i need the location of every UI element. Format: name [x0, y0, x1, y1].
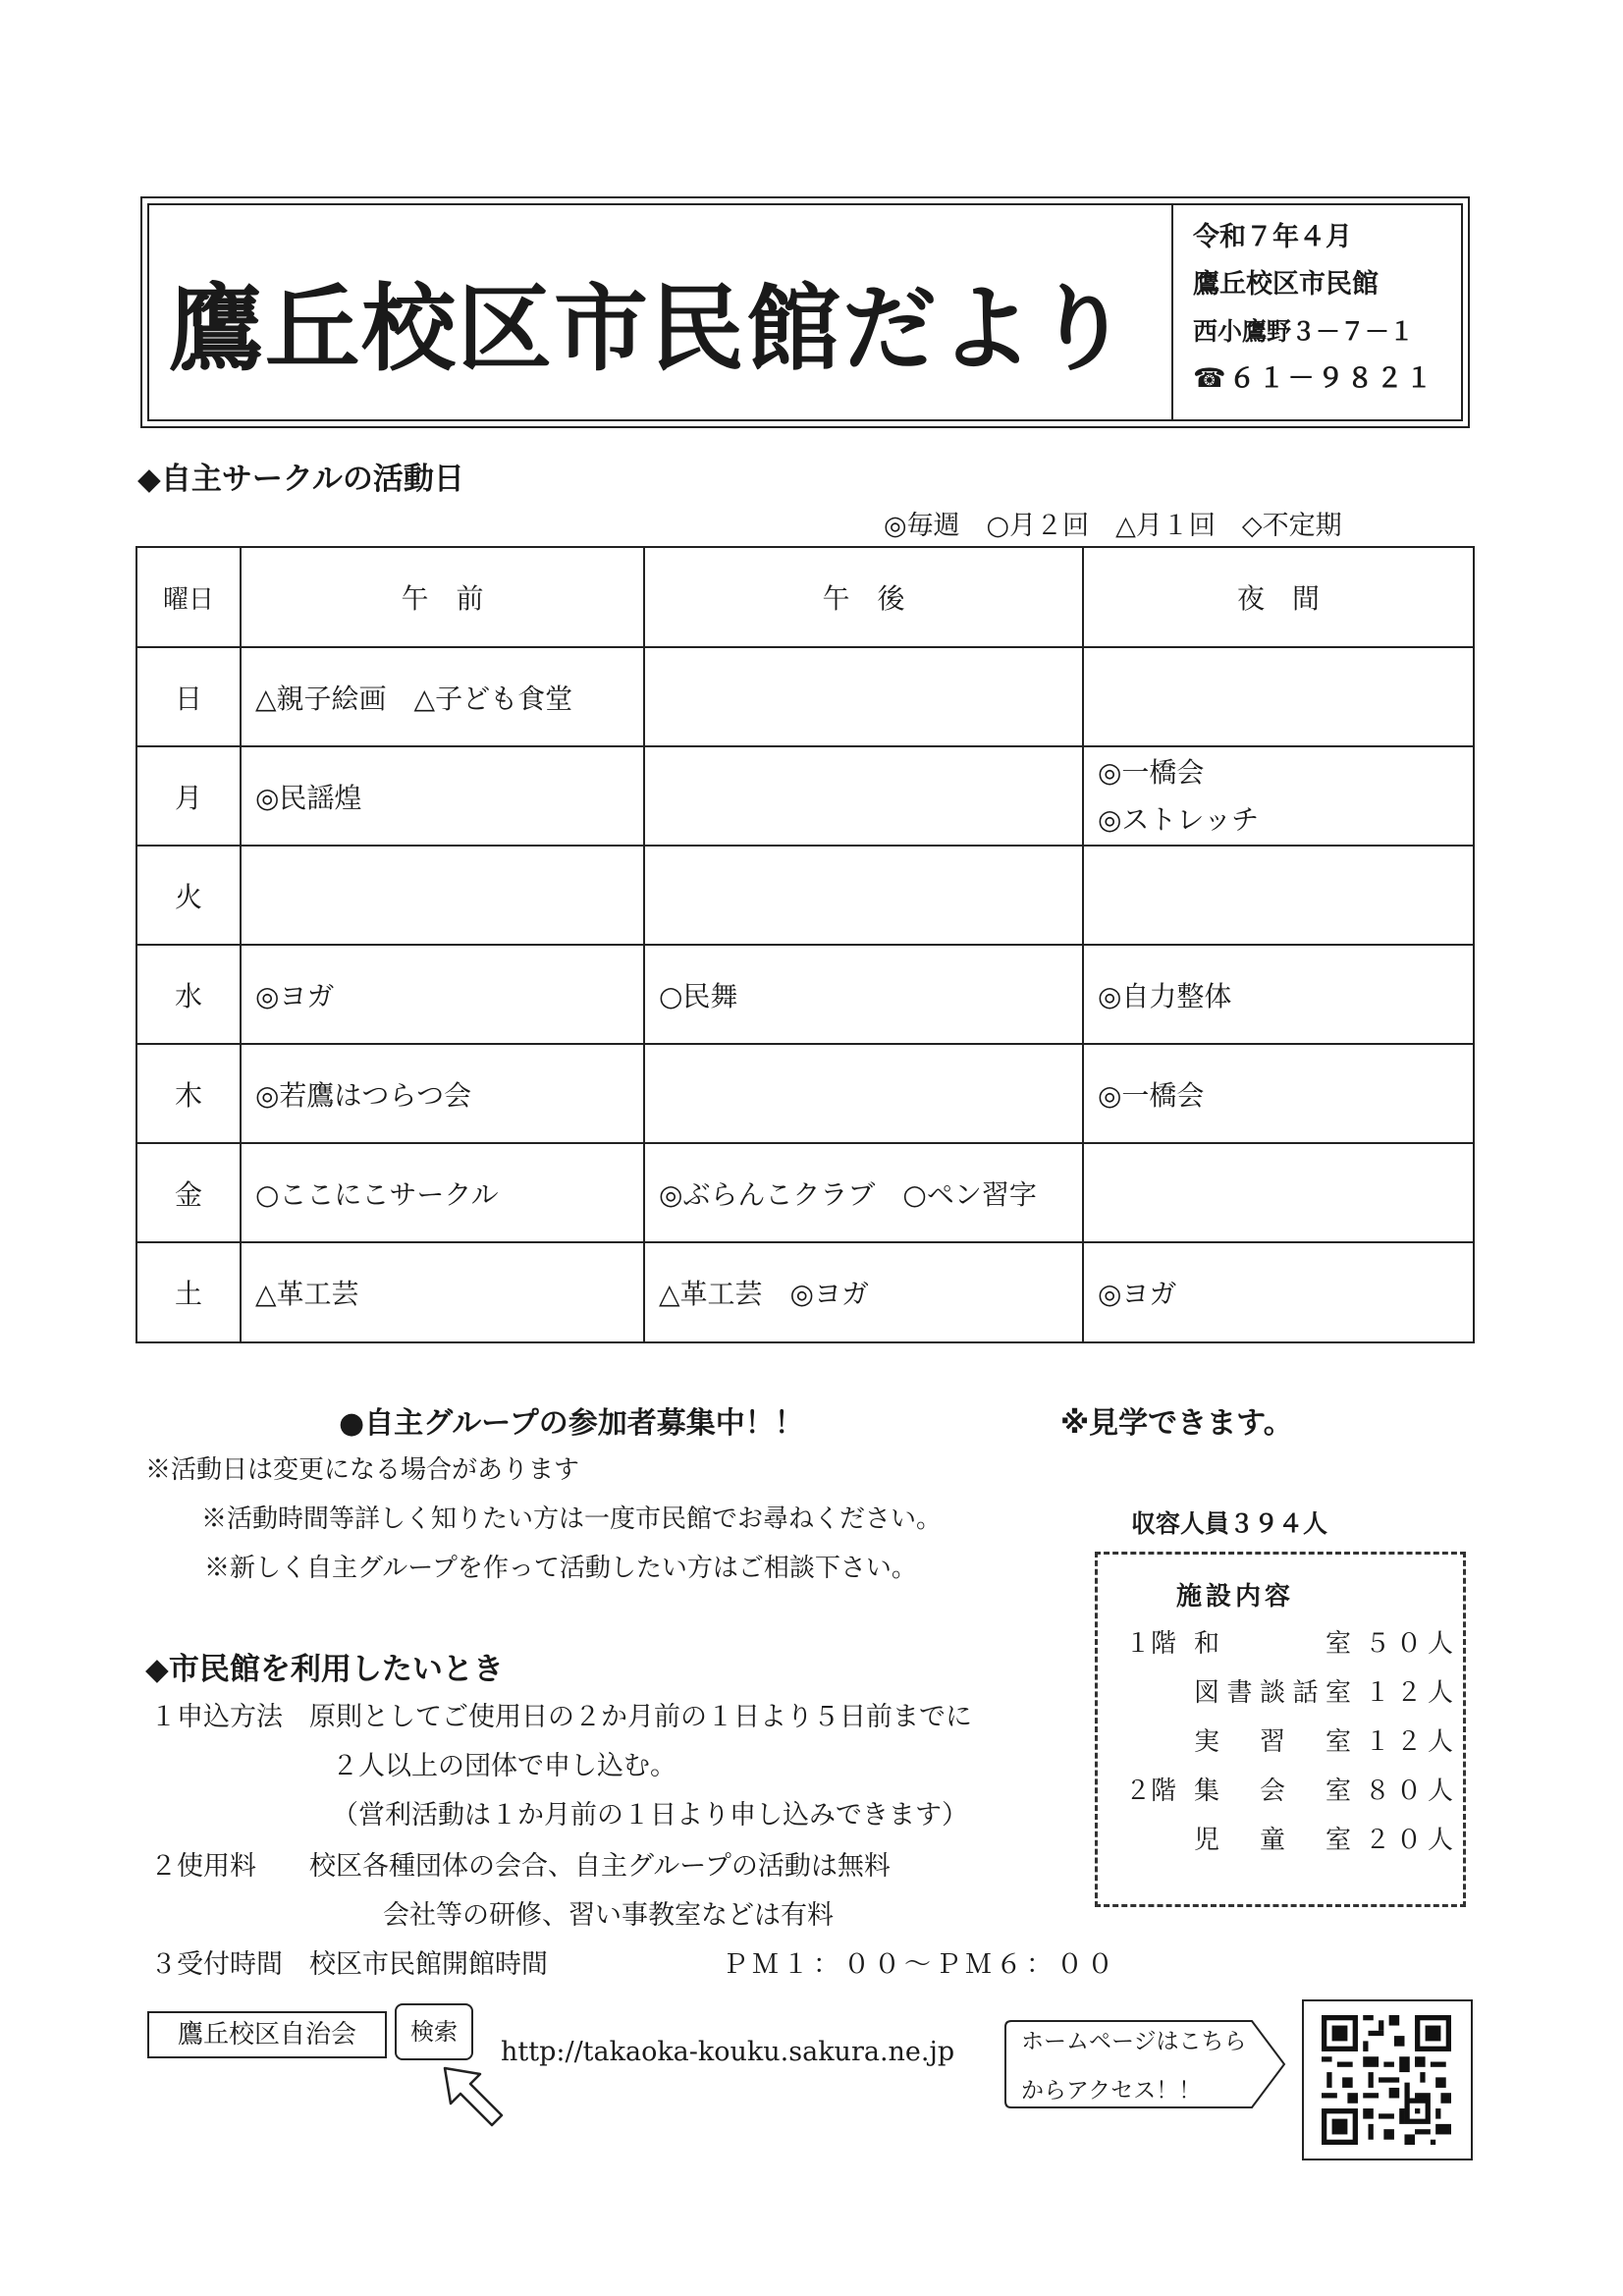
schedule-table — [135, 546, 1475, 1343]
header-info — [1193, 214, 1435, 403]
pm-cell — [644, 746, 1083, 846]
facility-capacity: ５０人 — [1364, 1629, 1459, 1659]
usage-line-4: ２使用料 校区各種団体の会合、自主グループの活動は無料 — [150, 1851, 891, 1882]
day-cell: 土 — [136, 1242, 241, 1342]
org-search-box: 鷹丘校区自治会 — [147, 2011, 387, 2058]
recruit-note-3: ※新しく自主グループを作って活動したい方はご相談下さい。 — [204, 1554, 917, 1583]
facility-room: 図書談話室 — [1194, 1678, 1351, 1708]
night-cell: ◎自力整体 — [1083, 945, 1474, 1044]
visit-note: ※見学できます。 — [1060, 1406, 1293, 1441]
facility-room: 和室 — [1194, 1629, 1351, 1659]
facility-title: 施設内容 — [1176, 1582, 1295, 1612]
title-box — [149, 205, 1173, 419]
facility-room: 実習室 — [1194, 1727, 1351, 1757]
qr-code-icon — [1322, 2015, 1451, 2145]
opening-hours: ＰＭ１：００～ＰＭ６：００ — [722, 1949, 1117, 1980]
pm-cell — [644, 846, 1083, 945]
am-cell: ◎若鷹はつらつ会 — [241, 1044, 644, 1143]
facility-floor: ２階 — [1125, 1777, 1177, 1806]
circles-section-title: ◆自主サークルの活動日 — [137, 462, 464, 497]
table-row — [136, 1143, 1474, 1242]
night-cell — [1083, 647, 1474, 746]
pm-cell: △革工芸 ◎ヨガ — [644, 1242, 1083, 1342]
recruit-note-2: ※活動時間等詳しく知りたい方は一度市民館でお尋ねください。 — [201, 1504, 943, 1534]
am-cell: △革工芸 — [241, 1242, 644, 1342]
day-cell: 金 — [136, 1143, 241, 1242]
am-cell: ◎民謡煌 — [241, 746, 644, 846]
night-cell: ◎一橋会 ◎ストレッチ — [1083, 746, 1474, 846]
address: 西小鷹野３－７－１ — [1193, 317, 1415, 346]
table-row — [136, 1044, 1474, 1143]
issue-date: 令和７年４月 — [1193, 222, 1352, 252]
header-am: 午 前 — [241, 547, 644, 647]
night-cell — [1083, 1143, 1474, 1242]
org-name: 鷹丘校区市民館 — [1193, 269, 1379, 300]
table-row — [136, 746, 1474, 846]
homepage-note-line-2: からアクセス！！ — [1021, 2078, 1202, 2104]
facility-capacity: １２人 — [1364, 1678, 1459, 1708]
day-cell: 月 — [136, 746, 241, 846]
am-cell: ◎ヨガ — [241, 945, 644, 1044]
pm-cell — [644, 1044, 1083, 1143]
usage-line-3: （営利活動は１か月前の１日より申し込みできます） — [332, 1800, 968, 1831]
header-pm: 午 後 — [644, 547, 1083, 647]
page-title: 鷹丘校区市民館だより — [169, 274, 1131, 384]
day-cell: 水 — [136, 945, 241, 1044]
pm-cell — [644, 647, 1083, 746]
facility-floor: １階 — [1125, 1629, 1177, 1659]
night-cell: ◎ヨガ — [1083, 1242, 1474, 1342]
usage-line-6: ３受付時間 校区市民館開館時間 — [150, 1949, 548, 1980]
usage-line-1: １申込方法 原則としてご使用日の２か月前の１日より５日前までに — [150, 1702, 972, 1732]
am-cell — [241, 846, 644, 945]
table-row — [136, 846, 1474, 945]
facility-room: 集会室 — [1194, 1777, 1351, 1806]
homepage-note-line-1: ホームページはこちら — [1021, 2029, 1247, 2054]
phone: ☎６１－９８２１ — [1193, 363, 1435, 394]
night-cell: ◎一橋会 — [1083, 1044, 1474, 1143]
homepage-url: http://takaoka-kouku.sakura.ne.jp — [501, 2037, 955, 2067]
recruit-title: ●自主グループの参加者募集中！！ — [339, 1406, 804, 1441]
facility-capacity: １２人 — [1364, 1727, 1459, 1757]
facility-capacity: ８０人 — [1364, 1777, 1459, 1806]
day-cell: 火 — [136, 846, 241, 945]
pointer-arrow-icon — [437, 2062, 515, 2131]
am-cell: △親子絵画 △子ども食堂 — [241, 647, 644, 746]
day-cell: 木 — [136, 1044, 241, 1143]
header-day: 曜日 — [136, 547, 241, 647]
am-cell: ○ここにこサークル — [241, 1143, 644, 1242]
search-button: 検索 — [395, 2003, 473, 2060]
usage-line-2: ２人以上の団体で申し込む。 — [332, 1751, 676, 1781]
day-cell: 日 — [136, 647, 241, 746]
table-row — [136, 945, 1474, 1044]
capacity: 収容人員３９４人 — [1131, 1509, 1328, 1538]
facility-capacity: ２０人 — [1364, 1826, 1459, 1855]
header-box — [140, 196, 1470, 428]
table-row — [136, 1242, 1474, 1342]
pm-cell: ◎ぶらんこクラブ ○ペン習字 — [644, 1143, 1083, 1242]
legend: ◎毎週 ○月２回 △月１回 ◇不定期 — [884, 511, 1342, 541]
qr-code-box — [1302, 1999, 1473, 2160]
header-night: 夜 間 — [1083, 547, 1474, 647]
pm-cell: ○民舞 — [644, 945, 1083, 1044]
usage-line-5: 会社等の研修、習い事教室などは有料 — [383, 1900, 834, 1931]
usage-section-title: ◆市民館を利用したいとき — [145, 1652, 504, 1687]
night-cell — [1083, 846, 1474, 945]
facility-room: 児童室 — [1194, 1826, 1351, 1855]
table-header-row — [136, 547, 1474, 647]
facility-box — [1095, 1552, 1466, 1907]
recruit-note-1: ※活動日は変更になる場合があります — [145, 1455, 580, 1485]
table-row — [136, 647, 1474, 746]
